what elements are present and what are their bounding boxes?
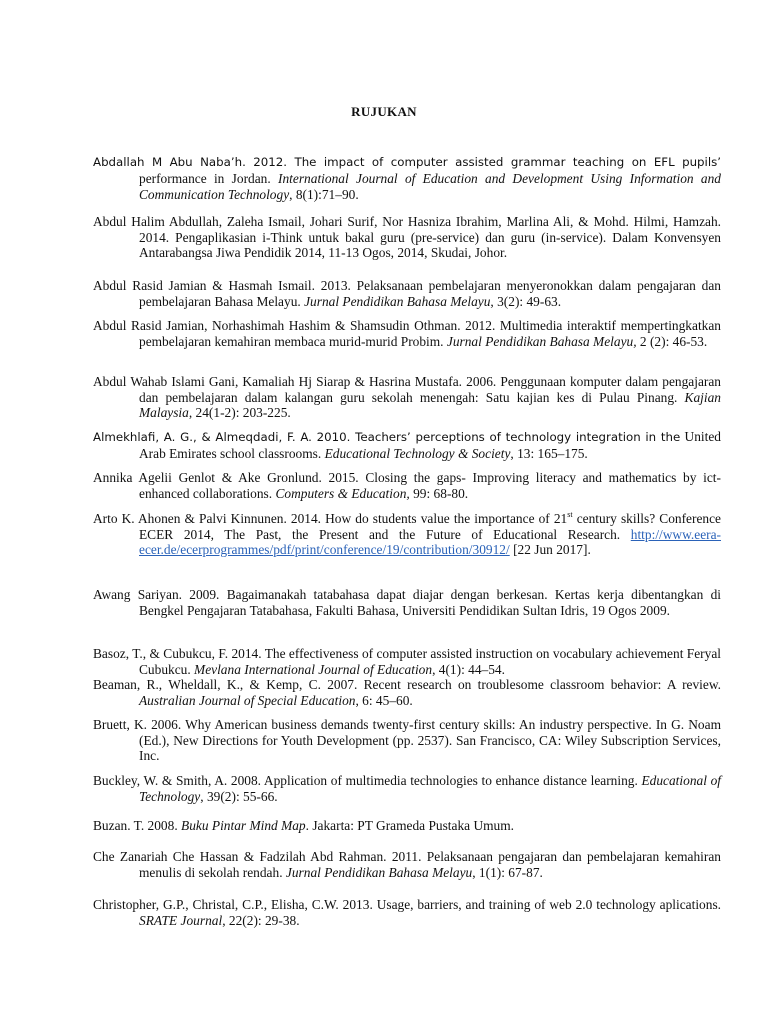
ref-journal: SRATE Journal <box>139 912 223 928</box>
ref-text: Awang Sariyan. 2009. Bagaimanakah tatabahasa dapat diajar dengan berkesan. Kertas kerja dibentangkan di Bengkel Pengajaran Tatabahasa, Fakulti Bahasa, Universiti Pendidikan Sultan Idris, 19 Ogos 2009. <box>93 587 721 618</box>
ref-text: Abdul Halim Abdullah, Zaleha Ismail, Johari Surif, Nor Hasniza Ibrahim, Marlina Ali, & Mohd. Hilmi, Hamzah. 2014. Pengaplikasian i-Think untuk bakal guru (pre-service) dan guru (in-service). Dalam Konvensyen Antarabangsa Jiwa Pendidik 2014, 11-13 Ogos, 2014, Skudai, Johor. <box>93 214 721 260</box>
ref-journal: Computers & Education, <box>275 485 410 501</box>
ref-text: Buzan. T. 2008. <box>93 818 182 833</box>
ref-text: Christopher, G.P., Christal, C.P., Elisha, C.W. 2013. Usage, barriers, and training of web 2.0 technology aplications. <box>93 897 721 912</box>
ref-volume: , 8(1):71–90. <box>289 187 359 202</box>
ref-text-cont: performance in Jordan. <box>139 170 279 186</box>
ref-volume: , 22(2): 29-38. <box>222 912 300 928</box>
ref-text: Buckley, W. & Smith, A. 2008. Application of multimedia technologies to enhance distance learning. <box>93 773 642 788</box>
ref-text: Abdul Rasid Jamian & Hasmah Ismail. 2013. Pelaksanaan pembelajaran menyeronokkan dalam pengajaran dan pembelajaran Bahasa Melayu. <box>93 278 721 309</box>
reference-entry-5 <box>93 374 721 421</box>
ref-volume: 99: 68-80. <box>409 485 469 501</box>
ref-text: Che Zanariah Che Hassan & Fadzilah Abd Rahman. 2011. Pelaksanaan pengajaran dan pembelajaran kemahiran menulis di sekolah rendah. <box>93 849 721 880</box>
ref-volume: , 4(1): 44–54. <box>432 661 505 677</box>
reference-entry-3 <box>93 278 721 309</box>
ref-volume: , 39(2): 55-66. <box>200 788 278 804</box>
ref-text-cont: United Arab Emirates school classrooms. <box>139 429 721 461</box>
reference-entry-2 <box>93 214 721 261</box>
ref-journal: International Journal of Education and Development Using Information and Communication Technology <box>139 170 721 202</box>
ref-volume: , 1(1): 67-87. <box>472 864 543 880</box>
ref-journal: Australian Journal of Special Education <box>139 692 356 708</box>
ref-text: Arto K. Ahonen & Palvi Kinnunen. 2014. How do students value the importance of 21 <box>93 511 568 526</box>
ref-journal: Jurnal Pendidikan Bahasa Melayu, <box>446 333 637 349</box>
ref-journal: Buku Pintar Mind Map <box>181 818 306 833</box>
reference-entry-11 <box>93 677 721 708</box>
ref-superscript: st <box>567 510 573 519</box>
reference-entry-15 <box>93 849 721 880</box>
reference-entry-8 <box>93 511 721 558</box>
ref-journal: Kajian Malaysia <box>139 389 721 420</box>
ref-text: Abdul Rasid Jamian, Norhashimah Hashim & Shamsudin Othman. 2012. Multimedia interaktif mempertingkatkan pembelajaran kemahiran membaca murid-murid Probim. <box>93 318 721 349</box>
ref-journal: Jurnal Pendidikan Bahasa Melayu <box>285 864 473 880</box>
ref-volume: , 6: 45–60. <box>355 692 413 708</box>
ref-text: Abdallah M Abu Naba’h. 2012. The impact of computer assisted grammar teaching on EFL pupils’ <box>93 155 721 169</box>
ref-text: Abdul Wahab Islami Gani, Kamaliah Hj Siarap & Hasrina Mustafa. 2006. Penggunaan komputer dalam pengajaran dan pembelajaran dalam kalangan guru sekolah menengah: Satu kajian kes di Pulau Pinang. <box>93 374 721 405</box>
reference-entry-4 <box>93 318 721 349</box>
reference-entry-14 <box>93 818 721 834</box>
reference-entry-16 <box>93 897 721 928</box>
ref-text: Beaman, R., Wheldall, K., & Kemp, C. 2007. Recent research on troublesome classroom behavior: A review. <box>93 677 721 692</box>
page-title: RUJUKAN <box>351 104 417 119</box>
ref-journal: Educational of Technology <box>139 773 721 804</box>
reference-entry-6 <box>93 429 721 462</box>
ref-text-cont: century skills? Conference ECER 2014, The Past, the Present and the Future of Educational Research. <box>139 511 721 542</box>
ref-text: Annika Agelii Genlot & Ake Gronlund. 2015. Closing the gaps- Improving literacy and mathematics by ict-enhanced collaborations. <box>93 470 721 501</box>
ref-text: Basoz, T., & Cubukcu, F. 2014. The effectiveness of computer assisted instruction on vocabulary achievement Feryal Cubukcu. <box>93 646 721 677</box>
ref-volume: 2 (2): 46-53. <box>636 333 708 349</box>
ref-access-date: [22 Jun 2017]. <box>509 542 591 557</box>
reference-entry-7 <box>93 470 721 501</box>
reference-entry-13 <box>93 773 721 804</box>
ref-volume: . Jakarta: PT Grameda Pustaka Umum. <box>305 818 515 833</box>
reference-link[interactable]: http://www.eera-ecer.de/ecerprogrammes/pdf/print/conference/19/contribution/30912/ <box>139 526 721 557</box>
ref-text: Bruett, K. 2006. Why American business demands twenty-first century skills: An industry perspective. In G. Noam (Ed.), New Directions for Youth Development (pp. 2537). San Francisco, CA: Wiley Subscription Services, Inc. <box>93 717 721 763</box>
reference-entry-9 <box>93 587 721 618</box>
ref-volume: , 13: 165–175. <box>510 445 588 461</box>
ref-volume: , 3(2): 49-63. <box>490 293 562 309</box>
reference-entry-10 <box>93 646 721 677</box>
ref-text: Almekhlafi, A. G., & Almeqdadi, F. A. 2010. Teachers’ perceptions of technology integration in the <box>93 430 681 444</box>
ref-journal: Educational Technology & Society <box>324 445 511 461</box>
ref-journal: Mevlana International Journal of Education <box>194 661 433 677</box>
reference-entry-12 <box>93 717 721 764</box>
ref-volume: , 24(1-2): 203-225. <box>188 405 291 420</box>
reference-entry-1 <box>93 154 721 204</box>
ref-journal: Jurnal Pendidikan Bahasa Melayu <box>304 293 491 309</box>
